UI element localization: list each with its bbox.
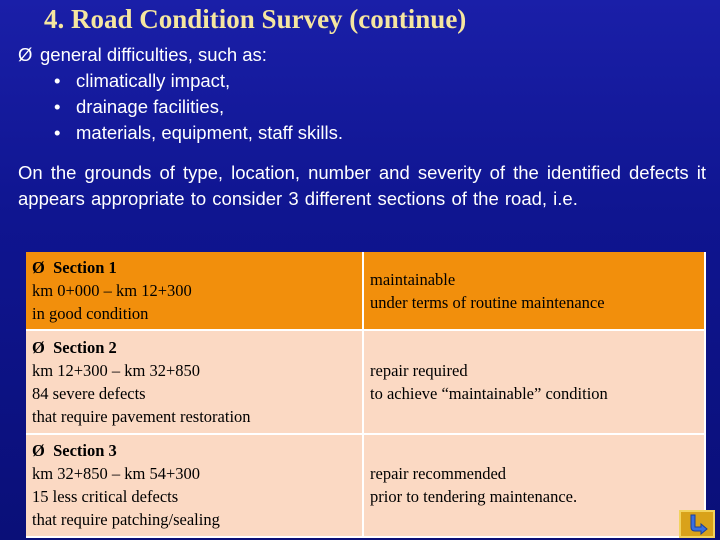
section-line: km 0+000 – km 12+300: [32, 281, 192, 301]
result-line: maintainable: [370, 269, 456, 289]
bullet-icon: •: [54, 122, 61, 143]
section-line: 15 less critical defects: [32, 487, 179, 507]
intro-heading: [18, 42, 708, 68]
intro-list: [18, 42, 708, 146]
section-title: [32, 439, 356, 462]
result-line: repair required: [370, 360, 468, 380]
section-name: Section 3: [53, 441, 117, 461]
table-row: [26, 434, 705, 537]
section-title: [32, 336, 356, 359]
return-button[interactable]: [679, 510, 715, 538]
arrow-bullet-icon: Ø: [32, 337, 45, 357]
arrow-bullet-icon: Ø: [32, 258, 45, 278]
result-line: to achieve “maintainable” condition: [370, 383, 608, 403]
result-line: under terms of routine maintenance: [370, 292, 605, 312]
section-name: Section 2: [53, 337, 117, 357]
section-title: [32, 256, 356, 279]
body-paragraph: On the grounds of type, location, number and severity of the identified defects it appears appropriate to consider 3 different sections of the road, i.e.: [18, 162, 706, 209]
table-row: [26, 330, 705, 433]
section-line: that require patching/sealing: [32, 510, 220, 530]
section-line: that require pavement restoration: [32, 406, 251, 426]
section-line: km 32+850 – km 54+300: [32, 464, 201, 484]
section-cell: [26, 330, 363, 433]
section-name: Section 1: [53, 258, 117, 278]
return-arrow-icon: [685, 513, 709, 535]
result-cell: [363, 252, 705, 330]
result-line: repair recommended: [370, 464, 507, 484]
result-line: prior to tendering maintenance.: [370, 487, 578, 507]
arrow-bullet-icon: Ø: [32, 441, 45, 461]
list-item: [18, 94, 708, 120]
bullet-icon: •: [54, 96, 61, 117]
bullet-icon: •: [54, 70, 61, 91]
arrow-bullet-icon: Ø: [18, 44, 33, 65]
intro-text: general difficulties, such as:: [40, 44, 267, 65]
list-item: [18, 68, 708, 94]
slide-title: 4. Road Condition Survey (continue): [44, 4, 467, 34]
section-line: km 12+300 – km 32+850: [32, 360, 201, 380]
list-item-text: climatically impact,: [76, 70, 231, 91]
section-line: 84 severe defects: [32, 383, 146, 403]
result-cell: [363, 330, 705, 433]
section-cell: [26, 434, 363, 537]
list-item-text: materials, equipment, staff skills.: [76, 122, 343, 143]
table-row: [26, 252, 705, 330]
section-line: in good condition: [32, 304, 149, 324]
list-item: [18, 120, 708, 146]
result-cell: [363, 434, 705, 537]
section-cell: [26, 252, 363, 330]
sections-table: [26, 252, 706, 538]
list-item-text: drainage facilities,: [76, 96, 225, 117]
